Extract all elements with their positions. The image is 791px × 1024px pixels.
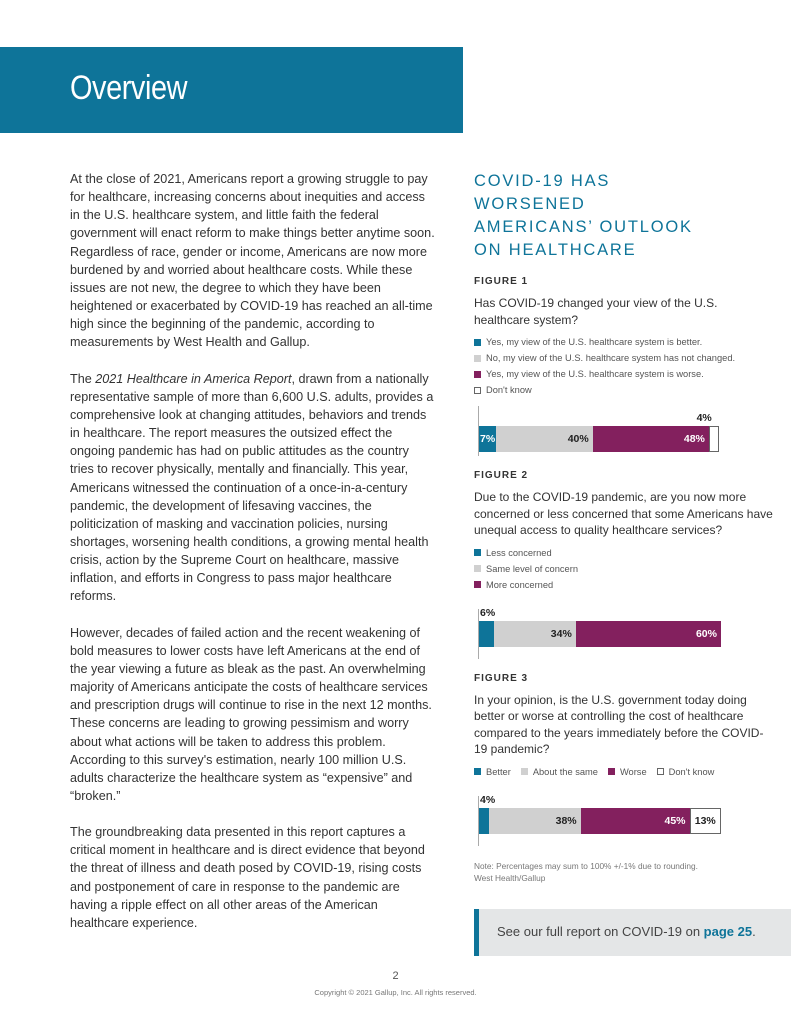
figure-question: Due to the COVID-19 pandemic, are you now more concerned or less concerned that some Americans have unequal access to quality healthcare services?	[474, 490, 773, 537]
legend-item	[657, 764, 715, 780]
legend-swatch	[474, 581, 481, 588]
sidebar-title: COVID-19 HAS WORSENED AMERICANS’ OUTLOOK ON HEALTHCARE	[474, 172, 693, 259]
bar-segment	[576, 621, 721, 647]
source-text: West Health/Gallup	[474, 873, 546, 883]
legend-item	[474, 350, 774, 366]
legend	[474, 764, 774, 780]
legend-item	[474, 382, 774, 398]
legend-label: Worse	[619, 766, 647, 777]
paragraph: However, decades of failed action and the recent weakening of bold measures to lower costs have left Americans at the end of the year viewing a future as bleak as the past. An overwhelming majority of Americans anticipate the costs of healthcare services and prescription drugs will continue to rise in the next 12 months. These concerns are leading to growing pessimism and worry about what actions will be taken to address this problem. According to this survey's estimation, nearly 100 million U.S. adults characterize the healthcare system as “expensive” and “broken.”	[70, 625, 432, 803]
legend-item	[474, 561, 774, 577]
legend-swatch	[474, 768, 481, 775]
report-title: 2021 Healthcare in America Report	[95, 371, 292, 386]
stacked-bar-chart	[474, 606, 774, 659]
bar-segment	[494, 621, 576, 647]
data-label: 38%	[555, 814, 577, 827]
legend-label: Don't know	[668, 766, 715, 777]
legend-swatch	[657, 768, 664, 775]
bar-segment	[496, 426, 593, 452]
legend-item	[474, 545, 774, 561]
legend-swatch	[608, 768, 615, 775]
legend-item	[474, 577, 774, 593]
stacked-bar-chart	[474, 406, 774, 456]
bar	[479, 621, 721, 647]
bar	[479, 426, 721, 452]
legend-label: Same level of concern	[486, 563, 578, 574]
legend-swatch	[521, 768, 528, 775]
sidebar	[474, 170, 774, 885]
data-label: 45%	[664, 814, 686, 827]
legend-swatch	[474, 339, 481, 346]
figure-question: Has COVID-19 changed your view of the U.S. healthcare system?	[474, 296, 718, 327]
legend-item	[608, 764, 647, 780]
figure-label: FIGURE 3	[474, 672, 529, 684]
figure-question: In your opinion, is the U.S. government today doing better or worse at controlling the cost of healthcare compared to the years immediately before the COVID-19 pandemic?	[474, 692, 764, 756]
figure-label: FIGURE 2	[474, 470, 529, 481]
legend	[474, 545, 774, 593]
legend-label: Yes, my view of the U.S. healthcare system is better.	[486, 337, 703, 347]
legend-swatch	[474, 549, 481, 556]
figure-label: FIGURE 1	[474, 276, 529, 287]
stacked-bar-chart	[474, 793, 774, 846]
data-label: 40%	[567, 433, 589, 445]
data-label: 4%	[480, 793, 496, 806]
text: , drawn from a nationally representative sample of more than 6,600 U.S. adults, provides a comprehensive look at changing attitudes, behaviors and trends in healthcare. The report measures the outsized effect the ongoing pandemic has had on public attitudes as the country tries to recover physically, mentally and financially. This year, Americans witnessed the continuation of a once-in-a-century pandemic, the development of lifesaving vaccines, the politicization of masking and vaccination policies, nursing shortages, worsening health conditions, a growing mental health crisis, action by the Supreme Court on healthcare, massive inflation, and efforts in Congress to pass major healthcare reforms.	[70, 371, 434, 604]
data-label: 34%	[550, 627, 572, 640]
figure-2	[474, 470, 774, 659]
data-label: 4%	[696, 412, 712, 424]
callout-box	[474, 909, 791, 956]
bar-segment	[581, 808, 690, 834]
figure-3	[474, 673, 774, 846]
legend-item	[521, 764, 598, 780]
page-number: 2	[392, 970, 399, 982]
bar-segment	[479, 808, 489, 834]
bar-segment	[479, 426, 496, 452]
legend-swatch	[474, 355, 481, 362]
legend-item	[474, 334, 774, 350]
legend	[474, 334, 774, 398]
data-label: 13%	[694, 814, 716, 827]
legend-label: Don't know	[486, 385, 532, 395]
data-label: 60%	[695, 627, 717, 640]
bar	[479, 808, 721, 834]
data-label: 6%	[480, 606, 496, 619]
page-link[interactable]: page 25	[703, 924, 753, 939]
legend-swatch	[474, 371, 481, 378]
bar-segment	[489, 808, 581, 834]
copyright: Copyright © 2021 Gallup, Inc. All rights reserved.	[314, 988, 477, 997]
paragraph: The groundbreaking data presented in this report captures a critical moment in healthcare and is direct evidence that beyond the threat of illness and death posed by COVID-19, rising costs and postponement of care in response to the pandemic are having a ripple effect on all other areas of the American healthcare experience.	[70, 825, 425, 930]
data-label: 7%	[480, 433, 496, 445]
callout-end: .	[752, 924, 756, 939]
legend-label: About the same	[532, 766, 598, 777]
bar-segment	[479, 621, 494, 647]
page-title: Overview	[70, 69, 188, 107]
text: The	[70, 371, 96, 386]
body-text	[70, 170, 435, 950]
legend-label: No, my view of the U.S. healthcare system has not changed.	[486, 353, 736, 363]
legend-item	[474, 366, 774, 382]
data-label: 48%	[683, 433, 705, 445]
legend-label: Less concerned	[486, 547, 552, 558]
legend-label: Better	[486, 766, 511, 777]
note	[474, 860, 774, 885]
figures	[474, 276, 774, 846]
legend-item	[474, 764, 511, 780]
header-banner	[0, 47, 463, 133]
figure-1	[474, 276, 774, 456]
bar-segment	[593, 426, 709, 452]
legend-swatch	[474, 387, 481, 394]
note-text: Note: Percentages may sum to 100% +/-1% due to rounding.	[474, 860, 698, 871]
paragraph: At the close of 2021, Americans report a growing struggle to pay for healthcare, increasing concerns about inequities and access in the U.S. healthcare system, and little faith the federal government will enact reform to make things better anytime soon. Regardless of race, gender or income, Americans are now more burdened by and worried about healthcare costs. While these issues are not new, the degree to which they have been heightened or exacerbated by COVID-19 has reached an all-time high since the beginning of the pandemic, according to measurements by West Health and Gallup.	[70, 172, 435, 350]
legend-swatch	[474, 565, 481, 572]
bar-segment	[709, 426, 719, 452]
legend-label: Yes, my view of the U.S. healthcare system is worse.	[486, 369, 704, 379]
bar-segment	[690, 808, 721, 834]
legend-label: More concerned	[486, 579, 554, 590]
callout-text: See our full report on COVID-19 on	[497, 924, 704, 939]
paragraph	[70, 370, 435, 606]
